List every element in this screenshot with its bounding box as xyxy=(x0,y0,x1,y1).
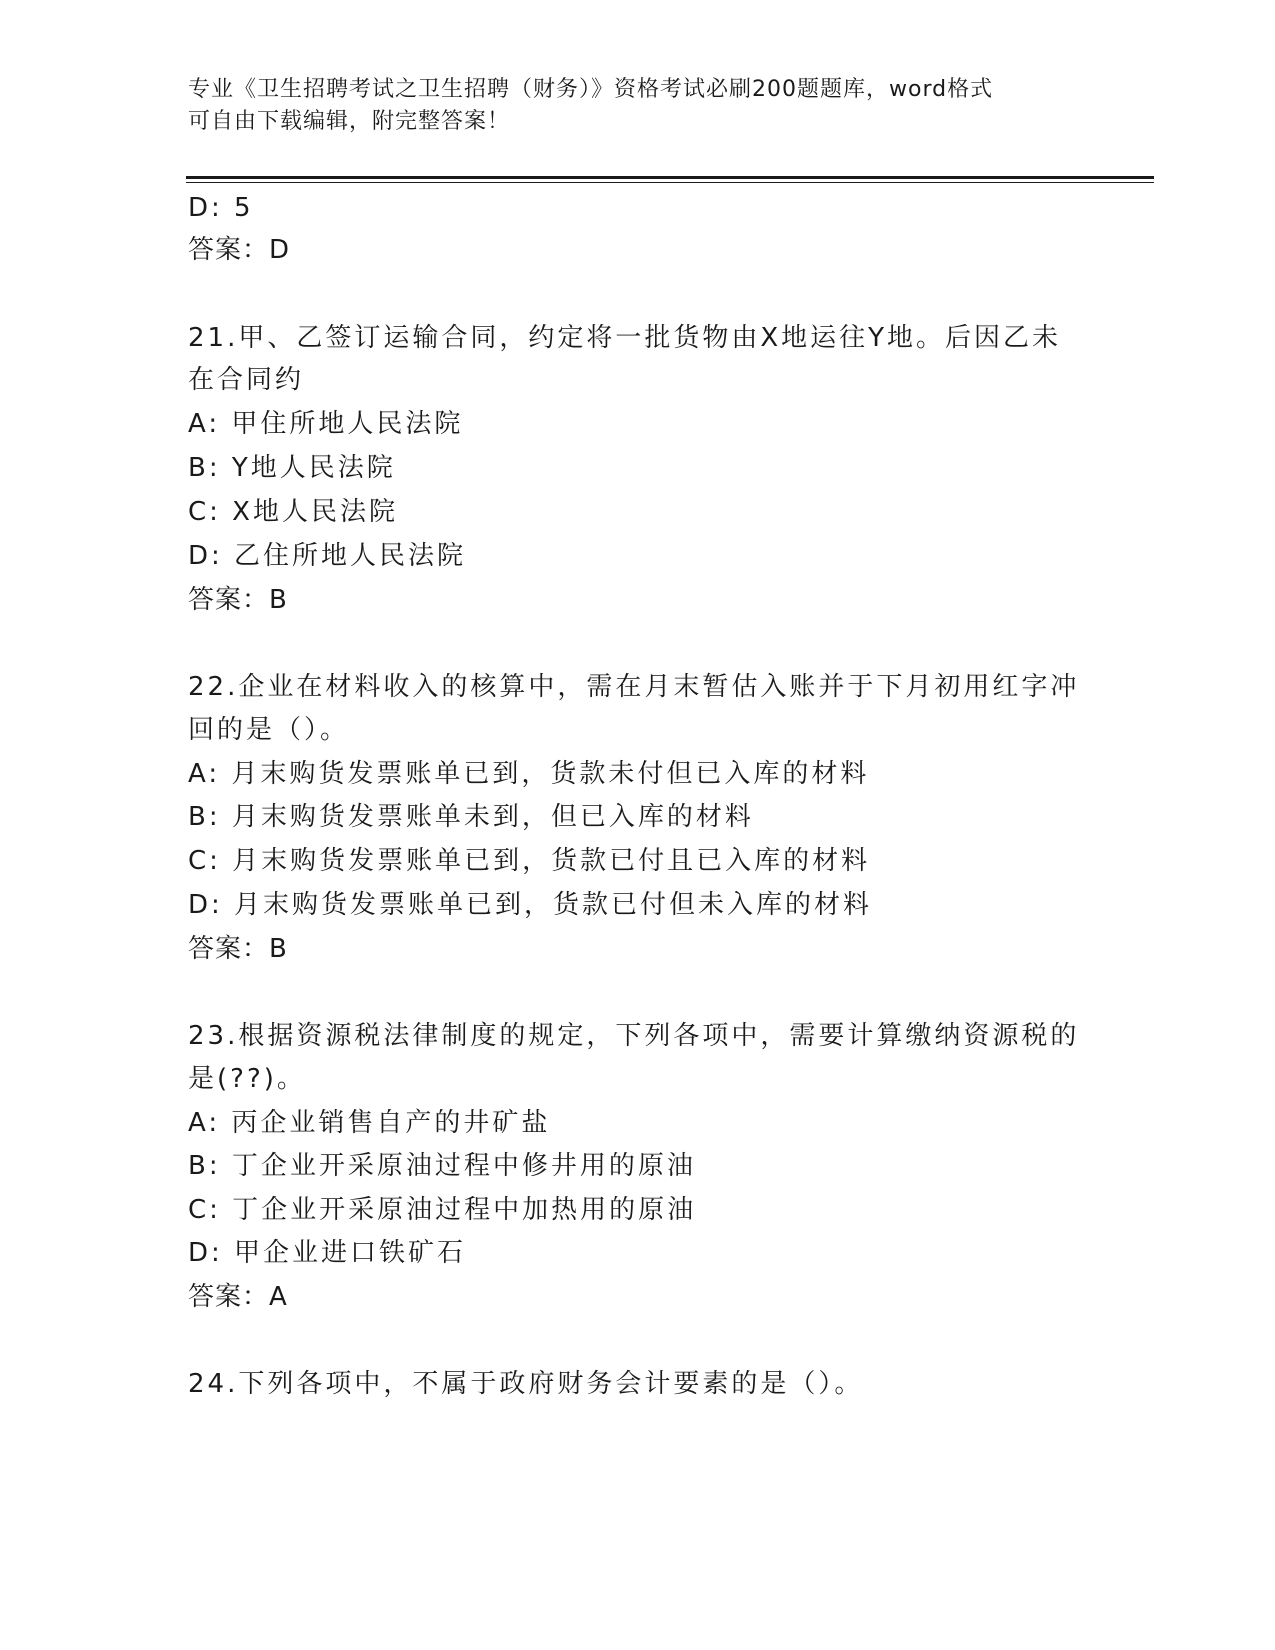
option-c: C: X地人民法院 xyxy=(188,497,398,527)
question-24: 24.下列各项中，不属于政府财务会计要素的是（）。 xyxy=(188,1369,864,1399)
answer-line: 答案：A xyxy=(188,1282,288,1312)
option-b: B: 丁企业开采原油过程中修井用的原油 xyxy=(188,1151,696,1181)
question-21-continued: 在合同约 xyxy=(188,365,305,395)
option-d: D: 甲企业进口铁矿石 xyxy=(188,1238,467,1268)
option-d: D: 5 xyxy=(188,193,254,223)
option-a: A: 丙企业销售自产的井矿盐 xyxy=(188,1108,551,1138)
answer-line: 答案：B xyxy=(188,934,288,964)
answer-line: 答案：D xyxy=(188,235,291,265)
option-c: C: 丁企业开采原油过程中加热用的原油 xyxy=(188,1195,697,1225)
page-header xyxy=(188,74,1068,138)
answer-line: 答案：B xyxy=(188,585,288,615)
question-22: 22.企业在材料收入的核算中，需在月末暂估入账并于下月初用红字冲 xyxy=(188,672,1080,702)
header-line-2: 可自由下载编辑，附完整答案！ xyxy=(188,109,511,134)
option-a: A: 甲住所地人民法院 xyxy=(188,409,464,439)
question-21: 21.甲、乙签订运输合同，约定将一批货物由X地运往Y地。后因乙未 xyxy=(188,323,1062,353)
option-c: C: 月末购货发票账单已到，货款已付且已入库的材料 xyxy=(188,846,871,876)
option-a: A: 月末购货发票账单已到，货款未付但已入库的材料 xyxy=(188,759,870,789)
option-b: B: 月末购货发票账单未到，但已入库的材料 xyxy=(188,802,754,832)
option-d: D: 乙住所地人民法院 xyxy=(188,541,467,571)
option-d: D: 月末购货发票账单已到，货款已付但未入库的材料 xyxy=(188,890,873,920)
option-b: B: Y地人民法院 xyxy=(188,453,396,483)
header-line-1: 专业《卫生招聘考试之卫生招聘（财务）》资格考试必刷200题题库，word格式 xyxy=(188,77,994,102)
question-23: 23.根据资源税法律制度的规定，下列各项中，需要计算缴纳资源税的 xyxy=(188,1021,1080,1051)
question-23-continued: 是(??)。 xyxy=(188,1064,306,1094)
header-divider xyxy=(186,176,1154,179)
question-22-continued: 回的是（）。 xyxy=(188,715,350,745)
header-divider-thin xyxy=(186,182,1154,183)
